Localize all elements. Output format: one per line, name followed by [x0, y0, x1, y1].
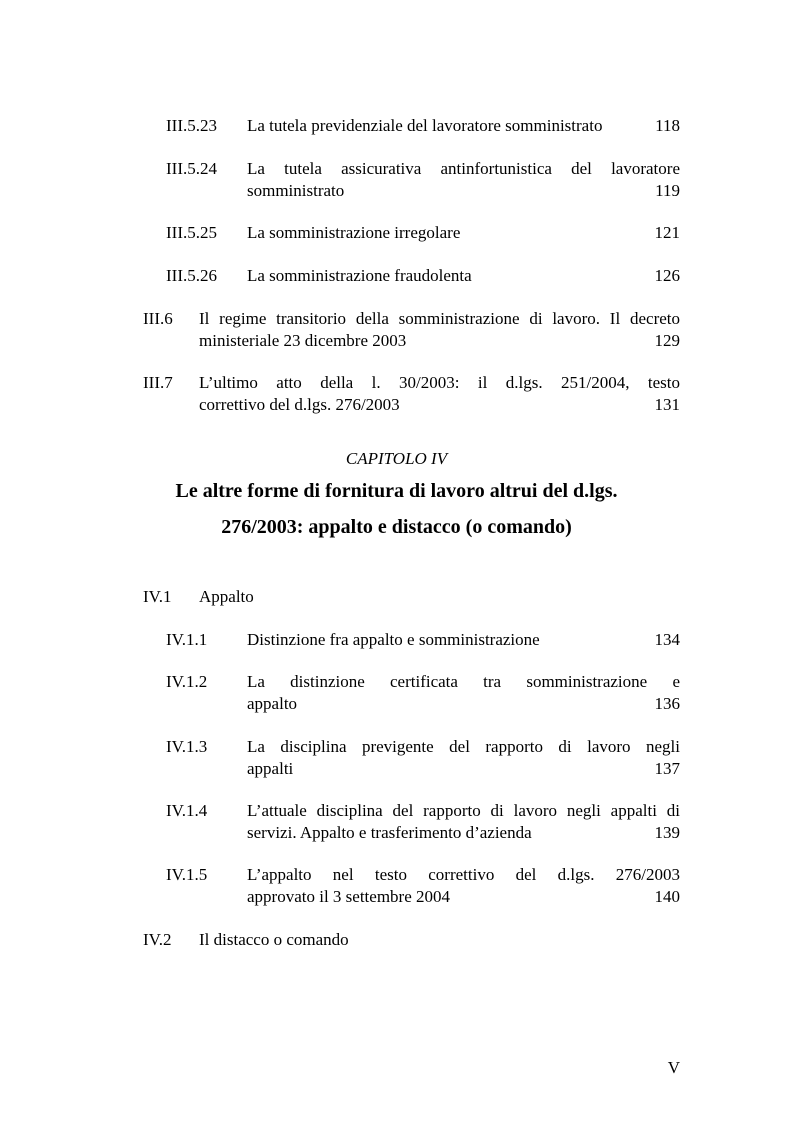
- toc-entry-page: 137: [654, 759, 680, 778]
- toc-entry-title: [199, 586, 680, 608]
- toc-entry-page: 140: [654, 887, 680, 906]
- toc-entry-title-line: La somministrazione irregolare: [247, 223, 461, 242]
- toc-entry-title: [247, 629, 680, 651]
- toc-entry-number: IV.1.4: [166, 801, 208, 820]
- toc-entry-title: [247, 265, 680, 287]
- toc-entry-title-line: approvato il 3 settembre 2004: [247, 887, 451, 906]
- toc-entry-title: [199, 308, 680, 352]
- toc-entry-title-line: somministrato: [247, 181, 345, 200]
- toc-entry-title: [247, 800, 680, 844]
- toc-entry-title-line: ministeriale 23 dicembre 2003: [199, 331, 407, 350]
- toc-entry-page: 131: [654, 395, 680, 414]
- toc-entry-page: 136: [654, 694, 680, 713]
- toc-entry-page: 118: [655, 116, 680, 135]
- toc-entry-number: IV.1.5: [166, 865, 208, 884]
- toc-entry-title-line: L’attuale disciplina del rapporto di lavoro negli appalti di: [247, 801, 680, 820]
- page-number: V: [667, 1058, 680, 1077]
- toc-entry-title-line: Il regime transitorio della somministrazione di lavoro. Il decreto: [199, 309, 680, 328]
- chapter-label: CAPITOLO IV: [345, 449, 448, 468]
- chapter-title-line-1: Le altre forme di fornitura di lavoro altrui del d.lgs.: [175, 480, 618, 502]
- toc-entry-page: 129: [654, 331, 680, 350]
- toc-entry-title-line: La tutela assicurativa antinfortunistica del lavoratore: [247, 159, 680, 178]
- toc-entry-number: III.5.25: [166, 223, 217, 242]
- toc-entry-title-line: Il distacco o comando: [199, 930, 349, 949]
- toc-entry-number: III.5.23: [166, 116, 217, 135]
- toc-entry-number: IV.2: [143, 930, 172, 949]
- toc-entry-title-line: L’ultimo atto della l. 30/2003: il d.lgs. 251/2004, testo: [199, 373, 680, 392]
- toc-entry-title-line: La distinzione certificata tra somministrazione e: [247, 672, 680, 691]
- toc-entry-title: [247, 115, 680, 137]
- toc-entry-number: IV.1.2: [166, 672, 208, 691]
- toc-entry-title-line: Distinzione fra appalto e somministrazione: [247, 630, 540, 649]
- toc-entry-number: III.7: [143, 373, 173, 392]
- toc-entry-title: [199, 929, 680, 951]
- toc-entry-number: IV.1.3: [166, 737, 208, 756]
- chapter-title-line-2: 276/2003: appalto e distacco (o comando): [221, 516, 572, 538]
- toc-entry-title: [247, 222, 680, 244]
- toc-entry-title-line: La somministrazione fraudolenta: [247, 266, 472, 285]
- toc-entry-title-line: appalti: [247, 759, 294, 778]
- toc-entry-title-line: correttivo del d.lgs. 276/2003: [199, 395, 400, 414]
- toc-entry-title: [247, 864, 680, 908]
- toc-entry-title: [247, 671, 680, 715]
- toc-entry-page: 134: [654, 630, 680, 649]
- toc-entry-title: [199, 372, 680, 416]
- toc-entry-title-line: Appalto: [199, 587, 254, 606]
- toc-entry-title-line: appalto: [247, 694, 298, 713]
- toc-entry-page: 121: [654, 223, 680, 242]
- toc-entry-number: III.5.24: [166, 159, 217, 178]
- toc-entry-page: 119: [655, 181, 680, 200]
- toc-entry-title-line: La tutela previdenziale del lavoratore somministrato: [247, 116, 603, 135]
- toc-entry-title-line: servizi. Appalto e trasferimento d’azienda: [247, 823, 532, 842]
- toc-entry-number: III.6: [143, 309, 173, 328]
- toc-entry-title-line: La disciplina previgente del rapporto di lavoro negli: [247, 737, 680, 756]
- toc-entry-title: [247, 158, 680, 202]
- toc-entry-number: IV.1.1: [166, 630, 208, 649]
- toc-entry-page: 126: [654, 266, 680, 285]
- toc-entry-title-line: L’appalto nel testo correttivo del d.lgs. 276/2003: [247, 865, 680, 884]
- toc-entry-number: III.5.26: [166, 266, 217, 285]
- toc-entry-number: IV.1: [143, 587, 172, 606]
- toc-entry-page: 139: [654, 823, 680, 842]
- toc-entry-title: [247, 736, 680, 780]
